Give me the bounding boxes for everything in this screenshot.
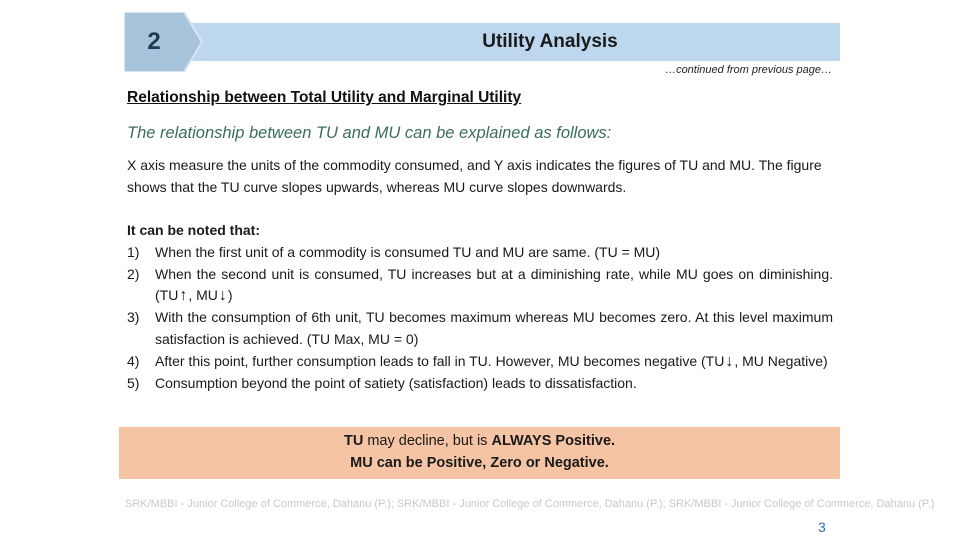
highlight-line-1 bbox=[119, 433, 840, 449]
highlight-mu: MU can be Positive, Zero or Negative. bbox=[350, 455, 609, 471]
list-item bbox=[127, 307, 833, 351]
highlight-text: may decline, but is bbox=[363, 433, 492, 449]
list-item-text: When the first unit of a commodity is consumed TU and MU are same. (TU = MU) bbox=[155, 243, 661, 260]
highlight-tu: TU bbox=[343, 433, 364, 449]
list-item-text: After this point, further consumption leads to fall in TU. However, MU becomes negative (TU bbox=[155, 352, 725, 369]
arrow-down-icon: ↓ bbox=[218, 287, 227, 305]
list-item-number: 4) bbox=[127, 352, 140, 369]
intro-text: The relationship between TU and MU can be explained as follows: bbox=[127, 124, 612, 142]
slide-number: 2 bbox=[147, 28, 161, 55]
section-heading: Relationship between Total Utility and Marginal Utility bbox=[127, 89, 522, 106]
list-item-text: ) bbox=[227, 287, 233, 304]
continued-note: …continued from previous page… bbox=[665, 64, 832, 76]
list-item bbox=[127, 264, 833, 308]
list-item-text: , MU Negative) bbox=[734, 352, 828, 369]
notes-heading: It can be noted that: bbox=[127, 222, 260, 238]
list-item-number: 1) bbox=[127, 243, 140, 260]
page-number: 3 bbox=[818, 519, 826, 535]
notes-block bbox=[127, 220, 833, 394]
list-item-text: Consumption beyond the point of satiety (satisfaction) leads to dissatisfaction. bbox=[155, 374, 637, 391]
list-item-number: 2) bbox=[127, 265, 140, 282]
explanation-paragraph: X axis measure the units of the commodity consumed, and Y axis indicates the figures of TU and MU. The figure shows that the TU curve slopes upwards, whereas MU curve slopes downwards. bbox=[127, 157, 822, 195]
highlight-line-2 bbox=[119, 455, 840, 471]
slide-number-badge bbox=[124, 12, 204, 72]
highlight-always: ALWAYS Positive. bbox=[491, 433, 616, 449]
list-item-text: With the consumption of 6th unit, TU becomes maximum whereas MU becomes zero. At this level maximum satisfaction is achieved. (TU Max, MU = 0) bbox=[155, 309, 833, 347]
list-item-text: When the second unit is consumed, TU increases but at a diminishing rate, while MU goes on diminishing. (TU bbox=[155, 265, 833, 304]
arrow-up-icon: ↑ bbox=[179, 287, 188, 305]
footer-watermark: SRK/MBBI - Junior College of Commerce, Dahanu (P.); SRK/MBBI - Junior College of Commerce, Dahanu (P.); SRK/MBBI - Junior College of Commerce, Dahanu (P.) bbox=[125, 498, 935, 510]
notes-list bbox=[127, 242, 833, 395]
list-item bbox=[127, 373, 833, 395]
list-item-text: , MU bbox=[188, 287, 218, 304]
highlight-box bbox=[119, 427, 840, 479]
slide-title: Utility Analysis bbox=[482, 31, 618, 52]
list-item bbox=[127, 242, 833, 264]
list-item bbox=[127, 351, 833, 373]
arrow-down-icon: ↓ bbox=[725, 352, 734, 370]
list-item-number: 3) bbox=[127, 309, 140, 326]
list-item-number: 5) bbox=[127, 374, 140, 391]
